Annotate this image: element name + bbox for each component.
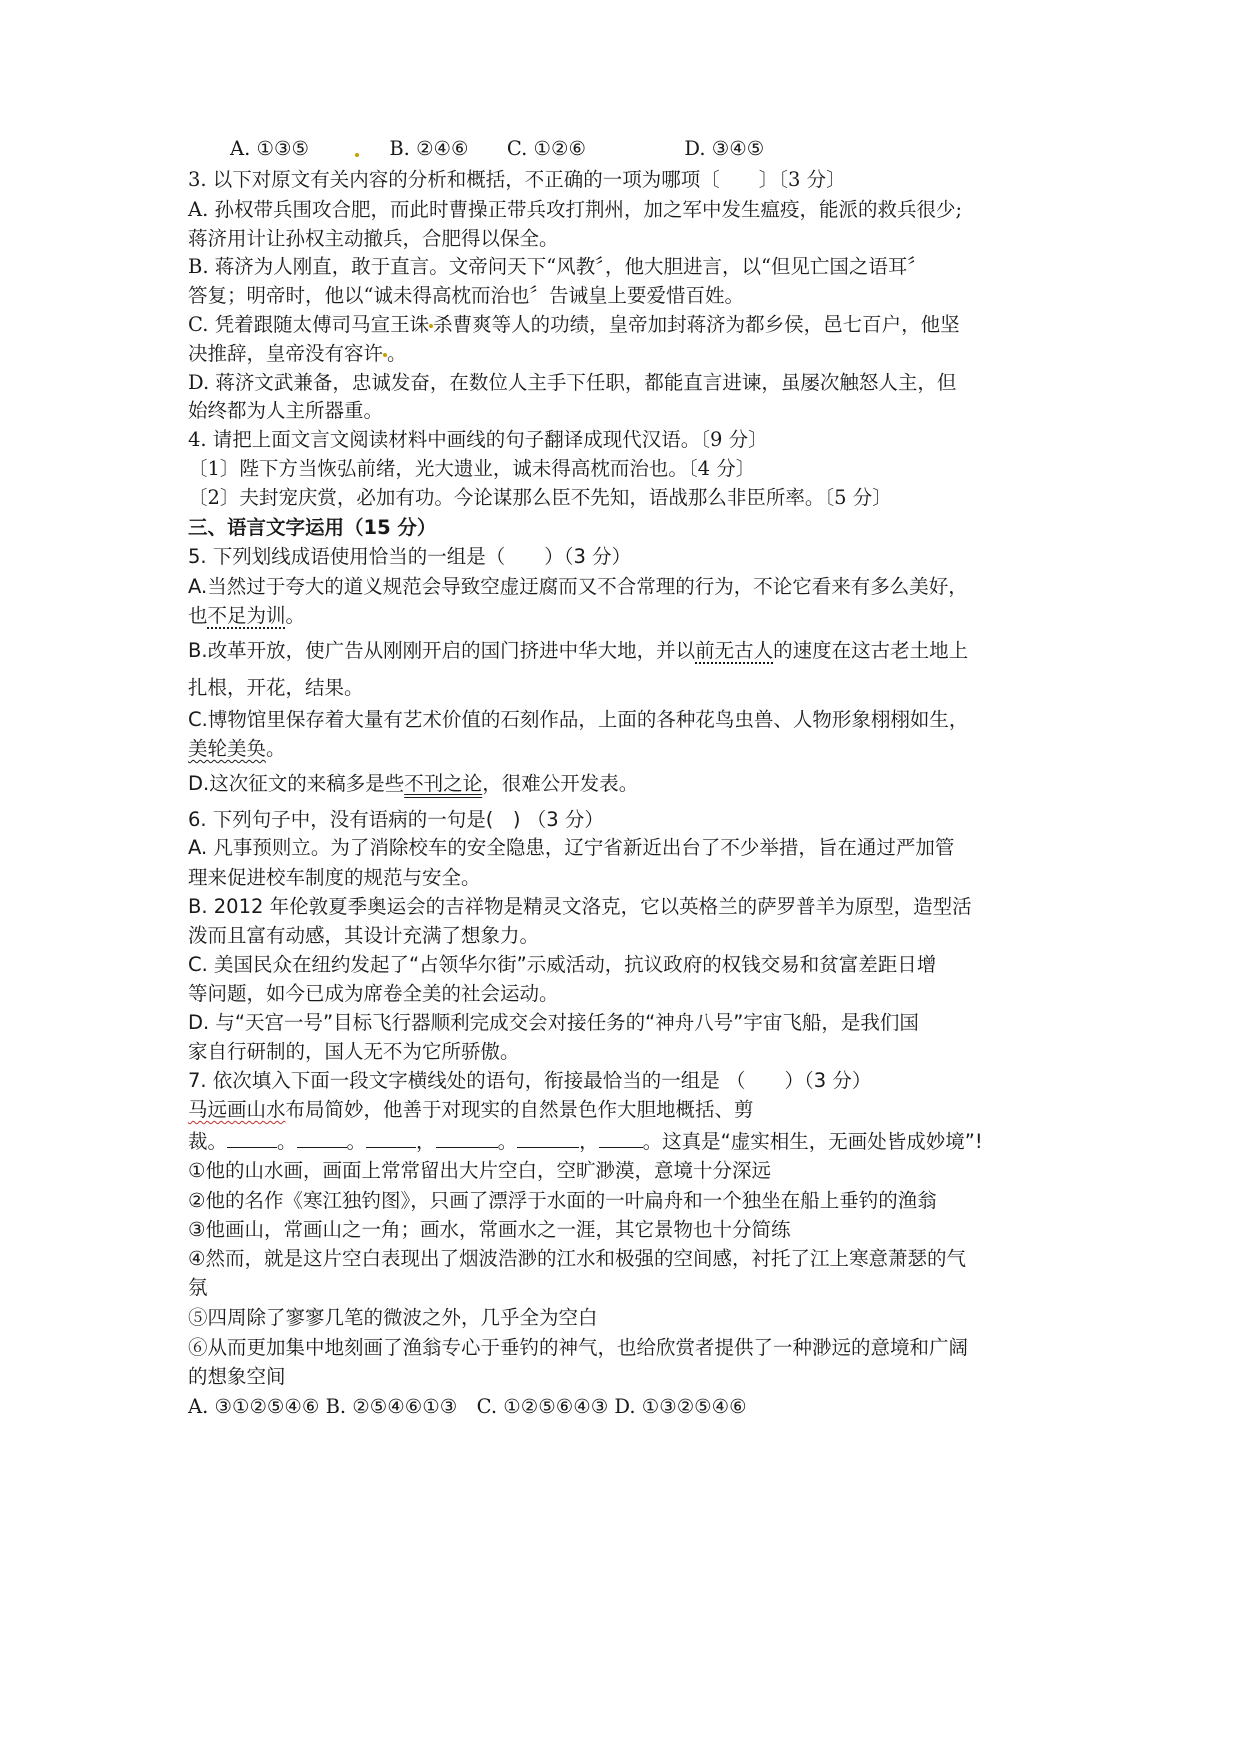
- q4-sentence-1: 〔1〕陛下方当恢弘前绪，光大遗业，诚未得高枕而治也。〔4 分〕: [188, 457, 756, 480]
- blank-4: [436, 1129, 498, 1148]
- q6-option-a-line2: 理来促进校车制度的规范与安全。: [188, 866, 481, 889]
- q2-option-c: C. ①②⑥: [506, 137, 586, 160]
- q3-option-a-line2: 蒋济用计让孙权主动撤兵，合肥得以保全。: [188, 227, 559, 250]
- q3-option-d-line1: D. 蒋济文武兼备，忠诚发奋，在数位人主手下任职，都能直言进谏，虽屡次触怒人主，但: [188, 371, 957, 394]
- q6-option-b-line2: 泼而且富有动感，其设计充满了想象力。: [188, 924, 540, 947]
- q7-sentence-6-line2: 的想象空间: [188, 1365, 286, 1388]
- q7-answer-options: A. ③①②⑤④⑥ B. ②⑤④⑥①③ C. ①②⑤⑥④③ D. ①③②⑤④⑥: [188, 1395, 747, 1418]
- q3-stem: 3. 以下对原文有关内容的分析和概括，不正确的一项为哪项〔 〕〔3 分〕: [188, 168, 846, 191]
- q6-option-b-line1: B. 2012 年伦敦夏季奥运会的吉祥物是精灵文洛克，它以英格兰的萨罗普羊为原型，造型活: [188, 895, 972, 918]
- idiom-underlined: 前无古人: [695, 639, 774, 662]
- q6-option-d-line1: D. 与“天宫一号”目标飞行器顺利完成交会对接任务的“神舟八号”宇宙飞船，是我们国: [188, 1011, 919, 1034]
- q4-stem: 4. 请把上面文言文阅读材料中画线的句子翻译成现代汉语。〔9 分〕: [188, 428, 768, 451]
- q3-option-b-line1: B. 蒋济为人刚直，敢于直言。文帝问天下“风教〞，他大胆进言，以“但见亡国之语耳〞: [188, 255, 927, 278]
- q5-option-d-line1: D.这次征文的来稿多是些不刊之论，很难公开发表。: [188, 772, 639, 795]
- q2-option-b: B. ②④⑥: [389, 137, 469, 160]
- blank-1: [227, 1129, 277, 1148]
- section-3-title: 三、语言文字运用（15 分）: [188, 516, 437, 539]
- blank-2: [297, 1129, 347, 1148]
- blank-3: [366, 1129, 416, 1148]
- q6-option-c-line2: 等问题，如今已成为席卷全美的社会运动。: [188, 982, 559, 1005]
- q2-options: [230, 135, 764, 163]
- blank-6: [599, 1129, 643, 1148]
- q7-sentence-4-line2: 氛: [188, 1276, 208, 1299]
- q5-option-c-line1: C.博物馆里保存着大量有艺术价值的石刻作品，上面的各种花鸟虫兽、人物形象栩栩如生，: [188, 708, 969, 731]
- q3-option-c-line1: C. 凭着跟随太傅司马宣王诛 杀曹爽等人的功绩，皇帝加封蒋济为都乡侯，邑七百户，他坚: [188, 313, 960, 336]
- q7-sentence-3: ③他画山，常画山之一角；画水，常画水之一涯，其它景物也十分简练: [188, 1218, 791, 1241]
- q7-sentence-2: ②他的名作《寒江独钓图》，只画了漂浮于水面的一叶扁舟和一个独坐在船上垂钓的渔翁: [188, 1189, 937, 1212]
- q4-sentence-2: 〔2〕夫封宠庆赏，必加有功。今论谋那么臣不先知，语战那么非臣所率。〔5 分〕: [188, 486, 892, 509]
- idiom-underlined: 美轮美奂: [188, 737, 267, 760]
- q7-sentence-1: ①他的山水画，画面上常常留出大片空白，空旷渺漠，意境十分深远: [188, 1159, 771, 1182]
- stray-mark: [355, 153, 359, 157]
- q6-option-d-line2: 家自行研制的，国人无不为它所骄傲。: [188, 1040, 520, 1063]
- q7-sentence-4-line1: ④然而，就是这片空白表现出了烟波浩渺的江水和极强的空间感，衬托了江上寒意萧瑟的气: [188, 1247, 966, 1270]
- q7-passage-line1: 马远画山水布局简妙，他善于对现实的自然景色作大胆地概括、剪: [188, 1098, 754, 1121]
- q2-option-a: A. ①③⑤: [230, 137, 309, 160]
- q5-stem: 5. 下列划线成语使用恰当的一组是（ ）（3 分）: [188, 545, 632, 568]
- q7-sentence-6-line1: ⑥从而更加集中地刻画了渔翁专心于垂钓的神气，也给欣赏者提供了一种渺远的意境和广阔: [188, 1336, 969, 1359]
- q2-option-d: D. ③④⑤: [684, 137, 765, 160]
- q7-sentence-5: ⑤四周除了寥寥几笔的微波之外，几乎全为空白: [188, 1306, 598, 1329]
- q5-option-c-line2: 美轮美奂。: [188, 737, 286, 760]
- q5-option-b-line2: 扎根，开花，结果。: [188, 676, 364, 699]
- q3-option-b-line2: 答复；明帝时，他以“诚未得高枕而治也〞告诫皇上要爱惜百姓。: [188, 284, 744, 307]
- q6-stem: 6. 下列句子中，没有语病的一句是( ) （3 分）: [188, 808, 604, 831]
- q5-option-a-line2: 也不足为训。: [188, 604, 306, 627]
- q3-option-d-line2: 始终都为人主所器重。: [188, 399, 384, 422]
- q6-option-a-line1: A. 凡事预则立。为了消除校车的安全隐患，辽宁省新近出台了不少举措，旨在通过严加管: [188, 836, 955, 859]
- q5-option-a-line1: A.当然过于夸大的道义规范会导致空虚迂腐而又不合常理的行为，不论它看来有多么美好，: [188, 575, 968, 598]
- idiom-underlined: 不足为训: [207, 604, 286, 627]
- q3-option-a-line1: A. 孙权带兵围攻合肥，而此时曹操正带兵攻打荆州，加之军中发生瘟疫，能派的救兵很少;: [188, 198, 963, 221]
- q7-passage-line2: 裁。 。 。 ， 。 ， 。这真是“虚实相生，无画处皆成妙境”!: [188, 1130, 983, 1153]
- q3-option-c-line2: 决推辞，皇帝没有容许 。: [188, 342, 407, 365]
- q7-stem: 7. 依次填入下面一段文字横线处的语句，衔接最恰当的一组是 （ ）（3 分）: [188, 1069, 872, 1092]
- q6-option-c-line1: C. 美国民众在纽约发起了“占领华尔街”示威活动，抗议政府的权钱交易和贫富差距日增: [188, 953, 937, 976]
- idiom-underlined: 不刊之论: [404, 772, 483, 795]
- blank-5: [517, 1129, 579, 1148]
- q5-option-b-line1: B.改革开放，使广告从刚刚开启的国门挤进中华大地，并以前无古人的速度在这古老土地上: [188, 639, 969, 662]
